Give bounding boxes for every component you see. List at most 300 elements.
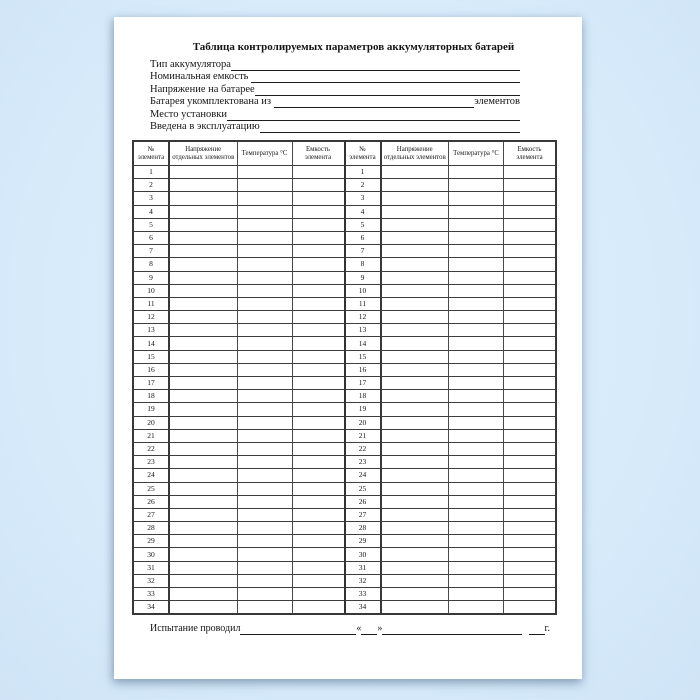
temperature-cell — [237, 416, 292, 429]
element-number-cell: 14 — [345, 337, 381, 350]
voltage-cell — [169, 245, 237, 258]
element-number-cell: 19 — [345, 403, 381, 416]
voltage-cell — [381, 403, 449, 416]
capacity-cell — [292, 205, 345, 218]
capacity-cell — [292, 192, 345, 205]
table-row — [133, 495, 556, 508]
element-number-cell: 25 — [133, 482, 169, 495]
field-elements-count — [150, 96, 520, 109]
capacity-cell — [504, 350, 557, 363]
temperature-cell — [449, 284, 504, 297]
voltage-cell — [169, 231, 237, 244]
table-row — [133, 429, 556, 442]
capacity-cell — [292, 495, 345, 508]
temperature-cell — [237, 350, 292, 363]
capacity-cell — [504, 284, 557, 297]
temperature-cell — [449, 456, 504, 469]
element-number-cell: 17 — [345, 377, 381, 390]
capacity-cell — [292, 337, 345, 350]
element-number-cell: 26 — [133, 495, 169, 508]
temperature-cell — [449, 548, 504, 561]
temperature-cell — [237, 166, 292, 179]
element-number-cell: 9 — [133, 271, 169, 284]
voltage-cell — [381, 205, 449, 218]
voltage-cell — [169, 535, 237, 548]
temperature-cell — [237, 429, 292, 442]
temperature-cell — [449, 350, 504, 363]
capacity-cell — [504, 588, 557, 601]
temperature-cell — [449, 231, 504, 244]
field-battery-voltage — [150, 83, 520, 96]
voltage-cell — [381, 390, 449, 403]
element-number-cell: 11 — [345, 297, 381, 310]
temperature-cell — [237, 324, 292, 337]
capacity-cell — [292, 284, 345, 297]
capacity-cell — [504, 390, 557, 403]
capacity-cell — [504, 192, 557, 205]
voltage-cell — [169, 416, 237, 429]
table-row — [133, 377, 556, 390]
table-header — [133, 141, 556, 166]
element-number-cell: 22 — [133, 442, 169, 455]
element-number-cell: 1 — [345, 166, 381, 179]
capacity-cell — [504, 482, 557, 495]
temperature-cell — [449, 324, 504, 337]
voltage-cell — [169, 350, 237, 363]
voltage-cell — [169, 456, 237, 469]
field-nominal-capacity — [150, 71, 520, 84]
temperature-cell — [237, 390, 292, 403]
element-number-cell: 7 — [345, 245, 381, 258]
capacity-cell — [292, 535, 345, 548]
voltage-cell — [169, 390, 237, 403]
element-number-cell: 21 — [133, 429, 169, 442]
element-number-cell: 15 — [133, 350, 169, 363]
temperature-cell — [449, 601, 504, 615]
temperature-cell — [237, 548, 292, 561]
temperature-cell — [237, 495, 292, 508]
voltage-cell — [381, 218, 449, 231]
voltage-cell — [169, 601, 237, 615]
table-row — [133, 192, 556, 205]
voltage-cell — [381, 561, 449, 574]
element-number-cell: 32 — [133, 574, 169, 587]
capacity-cell — [504, 245, 557, 258]
temperature-cell — [237, 337, 292, 350]
temperature-cell — [449, 469, 504, 482]
element-number-cell: 6 — [133, 231, 169, 244]
element-number-cell: 25 — [345, 482, 381, 495]
capacity-cell — [504, 311, 557, 324]
temperature-cell — [237, 311, 292, 324]
voltage-cell — [381, 548, 449, 561]
capacity-cell — [292, 377, 345, 390]
blank-line — [227, 110, 520, 121]
year-suffix: г. — [544, 623, 550, 635]
table-row — [133, 508, 556, 521]
element-number-cell: 31 — [345, 561, 381, 574]
table-row — [133, 601, 556, 615]
element-number-cell: 33 — [345, 588, 381, 601]
footer-signature-line — [150, 623, 550, 635]
table-row — [133, 403, 556, 416]
temperature-cell — [449, 535, 504, 548]
temperature-cell — [449, 179, 504, 192]
capacity-cell — [504, 601, 557, 615]
capacity-cell — [504, 469, 557, 482]
temperature-cell — [237, 218, 292, 231]
column-header-element-number: № элемента — [345, 141, 381, 166]
capacity-cell — [292, 166, 345, 179]
element-number-cell: 15 — [345, 350, 381, 363]
blank-line — [529, 625, 545, 635]
voltage-cell — [169, 166, 237, 179]
table-row — [133, 561, 556, 574]
temperature-cell — [237, 205, 292, 218]
capacity-cell — [504, 456, 557, 469]
temperature-cell — [237, 508, 292, 521]
element-number-cell: 5 — [133, 218, 169, 231]
temperature-cell — [237, 245, 292, 258]
voltage-cell — [381, 245, 449, 258]
element-number-cell: 11 — [133, 297, 169, 310]
column-header-temperature: Температура °С — [449, 141, 504, 166]
voltage-cell — [381, 588, 449, 601]
temperature-cell — [237, 284, 292, 297]
capacity-cell — [292, 218, 345, 231]
battery-table-body — [133, 166, 556, 615]
temperature-cell — [449, 258, 504, 271]
capacity-cell — [292, 469, 345, 482]
column-header-temperature: Температура °С — [237, 141, 292, 166]
header-row — [133, 141, 556, 166]
table-row — [133, 469, 556, 482]
element-number-cell: 8 — [133, 258, 169, 271]
voltage-cell — [169, 429, 237, 442]
temperature-cell — [449, 429, 504, 442]
voltage-cell — [169, 218, 237, 231]
voltage-cell — [381, 231, 449, 244]
temperature-cell — [237, 258, 292, 271]
field-battery-type — [150, 58, 520, 71]
capacity-cell — [292, 231, 345, 244]
table-row — [133, 231, 556, 244]
blank-line — [231, 60, 520, 71]
element-number-cell: 10 — [133, 284, 169, 297]
voltage-cell — [169, 297, 237, 310]
capacity-cell — [292, 601, 345, 615]
element-number-cell: 4 — [133, 205, 169, 218]
capacity-cell — [504, 429, 557, 442]
capacity-cell — [292, 390, 345, 403]
field-label: Тип аккумулятора — [150, 58, 231, 70]
element-number-cell: 3 — [345, 192, 381, 205]
blank-line — [361, 625, 377, 635]
table-row — [133, 205, 556, 218]
voltage-cell — [169, 284, 237, 297]
temperature-cell — [449, 482, 504, 495]
capacity-cell — [292, 311, 345, 324]
capacity-cell — [292, 363, 345, 376]
element-number-cell: 3 — [133, 192, 169, 205]
element-number-cell: 16 — [345, 363, 381, 376]
voltage-cell — [381, 416, 449, 429]
table-row — [133, 297, 556, 310]
capacity-cell — [504, 337, 557, 350]
element-number-cell: 13 — [133, 324, 169, 337]
element-number-cell: 12 — [345, 311, 381, 324]
element-number-cell: 30 — [133, 548, 169, 561]
voltage-cell — [169, 192, 237, 205]
temperature-cell — [237, 297, 292, 310]
voltage-cell — [381, 297, 449, 310]
voltage-cell — [381, 429, 449, 442]
voltage-cell — [169, 442, 237, 455]
element-number-cell: 23 — [133, 456, 169, 469]
temperature-cell — [449, 245, 504, 258]
capacity-cell — [292, 561, 345, 574]
capacity-cell — [504, 231, 557, 244]
voltage-cell — [169, 508, 237, 521]
temperature-cell — [449, 297, 504, 310]
capacity-cell — [504, 403, 557, 416]
element-number-cell: 6 — [345, 231, 381, 244]
capacity-cell — [292, 245, 345, 258]
capacity-cell — [504, 205, 557, 218]
temperature-cell — [449, 377, 504, 390]
capacity-cell — [292, 179, 345, 192]
capacity-cell — [504, 377, 557, 390]
column-header-element-capacity: Емкость элемента — [292, 141, 345, 166]
capacity-cell — [292, 442, 345, 455]
voltage-cell — [169, 258, 237, 271]
capacity-cell — [504, 548, 557, 561]
column-header-element-voltage: Напряжение отдельных элементов — [169, 141, 237, 166]
element-number-cell: 10 — [345, 284, 381, 297]
voltage-cell — [381, 311, 449, 324]
capacity-cell — [292, 548, 345, 561]
voltage-cell — [381, 495, 449, 508]
voltage-cell — [169, 324, 237, 337]
temperature-cell — [237, 231, 292, 244]
temperature-cell — [237, 535, 292, 548]
temperature-cell — [449, 205, 504, 218]
capacity-cell — [292, 324, 345, 337]
element-number-cell: 20 — [133, 416, 169, 429]
element-number-cell: 2 — [345, 179, 381, 192]
element-number-cell: 8 — [345, 258, 381, 271]
capacity-cell — [504, 442, 557, 455]
temperature-cell — [449, 363, 504, 376]
voltage-cell — [381, 324, 449, 337]
temperature-cell — [237, 271, 292, 284]
element-number-cell: 34 — [133, 601, 169, 615]
temperature-cell — [449, 218, 504, 231]
element-number-cell: 4 — [345, 205, 381, 218]
element-number-cell: 1 — [133, 166, 169, 179]
element-number-cell: 7 — [133, 245, 169, 258]
table-row — [133, 337, 556, 350]
table-row — [133, 548, 556, 561]
voltage-cell — [381, 601, 449, 615]
voltage-cell — [381, 482, 449, 495]
table-row — [133, 218, 556, 231]
element-number-cell: 32 — [345, 574, 381, 587]
temperature-cell — [449, 311, 504, 324]
column-header-element-number: № элемента — [133, 141, 169, 166]
voltage-cell — [381, 377, 449, 390]
temperature-cell — [449, 166, 504, 179]
temperature-cell — [237, 522, 292, 535]
blank-line — [255, 85, 520, 96]
temperature-cell — [449, 192, 504, 205]
capacity-cell — [292, 456, 345, 469]
temperature-cell — [237, 469, 292, 482]
voltage-cell — [169, 495, 237, 508]
capacity-cell — [292, 522, 345, 535]
voltage-cell — [169, 574, 237, 587]
voltage-cell — [169, 311, 237, 324]
capacity-cell — [292, 482, 345, 495]
capacity-cell — [504, 416, 557, 429]
voltage-cell — [169, 561, 237, 574]
element-number-cell: 17 — [133, 377, 169, 390]
temperature-cell — [237, 588, 292, 601]
blank-line — [274, 97, 475, 108]
table-row — [133, 442, 556, 455]
capacity-cell — [292, 258, 345, 271]
temperature-cell — [449, 337, 504, 350]
field-suffix: элементов — [474, 96, 520, 107]
document-page — [114, 17, 582, 679]
capacity-cell — [504, 324, 557, 337]
element-number-cell: 24 — [345, 469, 381, 482]
element-number-cell: 29 — [345, 535, 381, 548]
temperature-cell — [449, 416, 504, 429]
element-number-cell: 33 — [133, 588, 169, 601]
voltage-cell — [381, 166, 449, 179]
element-number-cell: 12 — [133, 311, 169, 324]
temperature-cell — [449, 522, 504, 535]
field-label: Место установки — [150, 108, 227, 120]
blank-line — [382, 625, 521, 635]
voltage-cell — [169, 205, 237, 218]
field-label: Номинальная емкость — [150, 71, 252, 82]
voltage-cell — [169, 522, 237, 535]
table-row — [133, 311, 556, 324]
field-installation-place — [150, 108, 520, 121]
temperature-cell — [449, 442, 504, 455]
capacity-cell — [292, 403, 345, 416]
temperature-cell — [237, 442, 292, 455]
page-title: Таблица контролируемых параметров аккумуляторных батарей — [192, 41, 515, 53]
voltage-cell — [169, 588, 237, 601]
capacity-cell — [292, 350, 345, 363]
element-number-cell: 16 — [133, 363, 169, 376]
blank-line — [240, 625, 356, 635]
table-row — [133, 350, 556, 363]
temperature-cell — [237, 561, 292, 574]
voltage-cell — [381, 535, 449, 548]
voltage-cell — [169, 482, 237, 495]
voltage-cell — [381, 469, 449, 482]
temperature-cell — [449, 403, 504, 416]
element-number-cell: 31 — [133, 561, 169, 574]
element-number-cell: 26 — [345, 495, 381, 508]
field-label: Введена в эксплуатацию — [150, 121, 260, 132]
capacity-cell — [504, 535, 557, 548]
table-row — [133, 179, 556, 192]
element-number-cell: 19 — [133, 403, 169, 416]
voltage-cell — [381, 522, 449, 535]
table-row — [133, 258, 556, 271]
temperature-cell — [237, 403, 292, 416]
element-number-cell: 28 — [345, 522, 381, 535]
temperature-cell — [237, 574, 292, 587]
capacity-cell — [292, 588, 345, 601]
element-number-cell: 5 — [345, 218, 381, 231]
voltage-cell — [381, 179, 449, 192]
element-number-cell: 18 — [133, 390, 169, 403]
element-number-cell: 18 — [345, 390, 381, 403]
voltage-cell — [169, 469, 237, 482]
table-row — [133, 324, 556, 337]
field-label: Напряжение на батарее — [150, 83, 255, 95]
element-number-cell: 28 — [133, 522, 169, 535]
temperature-cell — [449, 271, 504, 284]
table-row — [133, 245, 556, 258]
voltage-cell — [381, 508, 449, 521]
temperature-cell — [449, 574, 504, 587]
capacity-cell — [504, 297, 557, 310]
table-row — [133, 363, 556, 376]
table-row — [133, 535, 556, 548]
element-number-cell: 13 — [345, 324, 381, 337]
voltage-cell — [169, 403, 237, 416]
footer-label: Испытание проводил — [150, 623, 241, 635]
table-row — [133, 284, 556, 297]
voltage-cell — [381, 456, 449, 469]
blank-line — [251, 72, 520, 83]
temperature-cell — [237, 363, 292, 376]
element-number-cell: 2 — [133, 179, 169, 192]
field-label: Батарея укомплектована из — [150, 96, 274, 107]
battery-parameters-table — [132, 140, 557, 615]
capacity-cell — [292, 416, 345, 429]
voltage-cell — [169, 271, 237, 284]
temperature-cell — [449, 390, 504, 403]
element-number-cell: 29 — [133, 535, 169, 548]
date-close-quote: » — [377, 623, 383, 635]
capacity-cell — [292, 508, 345, 521]
element-number-cell: 22 — [345, 442, 381, 455]
capacity-cell — [504, 271, 557, 284]
element-number-cell: 9 — [345, 271, 381, 284]
element-number-cell: 14 — [133, 337, 169, 350]
table-row — [133, 588, 556, 601]
temperature-cell — [449, 508, 504, 521]
voltage-cell — [169, 363, 237, 376]
capacity-cell — [504, 522, 557, 535]
temperature-cell — [449, 588, 504, 601]
element-number-cell: 34 — [345, 601, 381, 615]
voltage-cell — [169, 377, 237, 390]
voltage-cell — [381, 350, 449, 363]
voltage-cell — [169, 548, 237, 561]
voltage-cell — [381, 442, 449, 455]
capacity-cell — [504, 258, 557, 271]
element-number-cell: 21 — [345, 429, 381, 442]
